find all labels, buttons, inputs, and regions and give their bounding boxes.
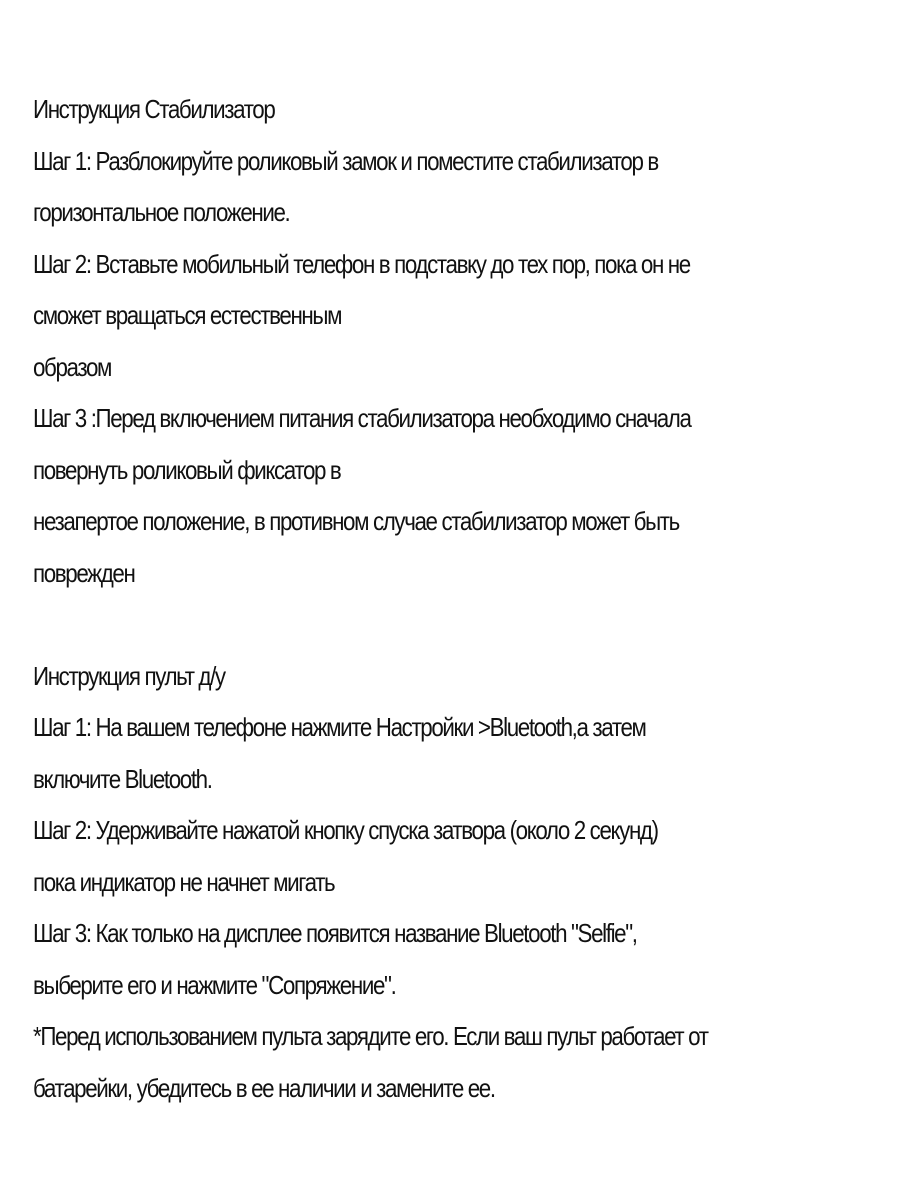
remote-step3-line2: выберите его и нажмите "Сопряжение". bbox=[33, 969, 396, 1000]
stabilizer-step3-line3: незапертое положение, в противном случае стабилизатор может быть bbox=[33, 506, 679, 536]
section-spacer bbox=[33, 599, 867, 651]
stabilizer-step2-line1: Шаг 2: Вставьте мобильный телефон в подставку до тех пор, пока он не bbox=[33, 248, 690, 279]
instructions-document bbox=[33, 84, 867, 1114]
stabilizer-step2-line3: образом bbox=[33, 351, 112, 382]
remote-step2-line2: пока индикатор не начнет мигать bbox=[33, 866, 335, 897]
remote-instructions bbox=[33, 651, 867, 1115]
stabilizer-title: Инструкция Стабилизатор bbox=[33, 94, 275, 124]
remote-step1-line2: включите Bluetooth. bbox=[33, 763, 212, 794]
remote-step2-line1: Шаг 2: Удерживайте нажатой кнопку спуска затвора (около 2 секунд) bbox=[33, 815, 658, 845]
remote-step3-line1: Шаг 3: Как только на дисплее появится название Bluetooth "Selfie", bbox=[33, 918, 637, 948]
remote-note-line1: *Перед использованием пульта зарядите его. Если ваш пульт работает от bbox=[33, 1021, 708, 1051]
stabilizer-step1-line2: горизонтальное положение. bbox=[33, 197, 290, 227]
stabilizer-step3-line4: поврежден bbox=[33, 557, 135, 588]
stabilizer-step2-line2: сможет вращаться естественным bbox=[33, 300, 342, 330]
remote-title: Инструкция пульт д/у bbox=[33, 660, 225, 691]
stabilizer-instructions bbox=[33, 84, 867, 599]
remote-step1-line1: Шаг 1: На вашем телефоне нажмите Настройки >Bluetooth,а затем bbox=[33, 712, 646, 742]
stabilizer-step1-line1: Шаг 1: Разблокируйте роликовый замок и поместите стабилизатор в bbox=[33, 145, 658, 176]
stabilizer-step3-line1: Шаг 3 :Перед включением питания стабилизатора необходимо сначала bbox=[33, 403, 691, 433]
remote-note-line2: батарейки, убедитесь в ее наличии и замените ее. bbox=[33, 1072, 495, 1103]
stabilizer-step3-line2: повернуть роликовый фиксатор в bbox=[33, 454, 341, 485]
